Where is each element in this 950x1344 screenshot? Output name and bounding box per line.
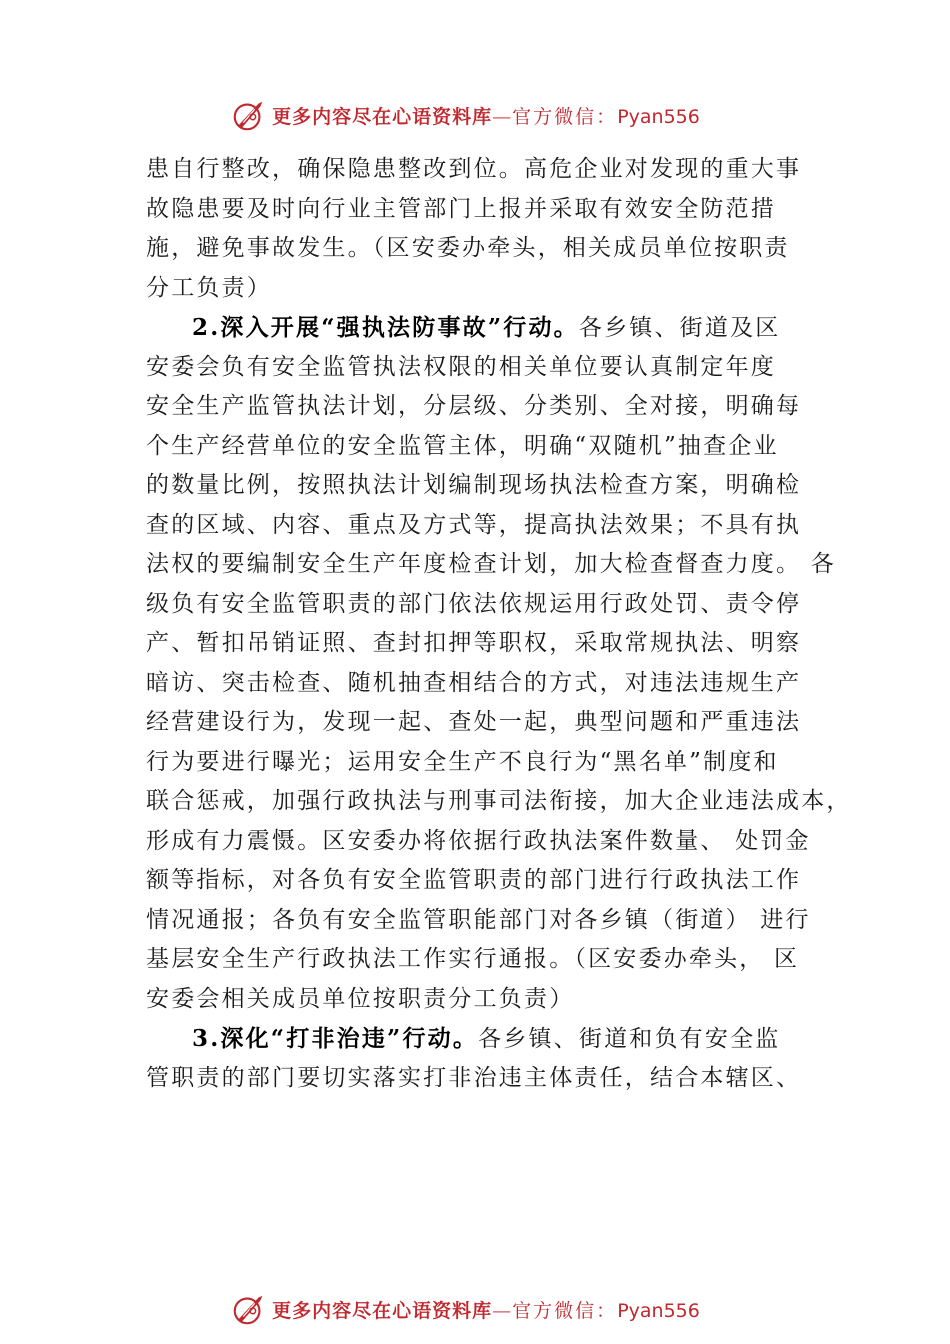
text-line: 查的区域、内容、重点及方式等，提高执法效果；不具有执 <box>146 511 802 538</box>
text-line: 安全生产监管执法计划，分层级、分类别、全对接，明确每 <box>146 393 802 419</box>
section-2-first-line <box>146 308 826 348</box>
text-line: 分工负责） <box>146 274 272 301</box>
watermark-id: Pyan556 <box>617 1299 700 1322</box>
text-line: 暗访、突击检查、随机抽查相结合的方式，对违法违规生产 <box>146 669 802 696</box>
text-line: 安委会负有安全监管执法权限的相关单位要认真制定年度 <box>146 353 776 380</box>
text-line: 形成有力震慑。区安委办将依据行政执法案件数量、 处罚金 <box>146 827 811 854</box>
section-2-heading: 2.深入开展“强执法防事故”行动。 <box>192 314 579 341</box>
watermark-dash: — <box>492 105 513 128</box>
watermark-main: 更多内容尽在心语资料库 <box>272 105 493 128</box>
text-line: 个生产经营单位的安全监管主体，明确“双随机”抽查企业 <box>146 432 779 459</box>
watermark-banner-bottom <box>0 1289 950 1329</box>
text-line: 基层安全生产行政执法工作实行通报。（区安委办牵头， 区 <box>146 946 800 972</box>
section-3-first-rest: 各乡镇、街道和负有安全监 <box>478 1026 781 1052</box>
text-line: 施，避免事故发生。（区安委办牵头，相关成员单位按职责 <box>146 235 790 261</box>
text-line: 故隐患要及时向行业主管部门上报并采取有效安全防范措 <box>146 195 776 222</box>
section-3-heading: 3.深化“打非治违”行动。 <box>192 1025 479 1052</box>
document-body <box>146 150 852 1098</box>
text-line: 情况通报；各负有安全监管职能部门对各乡镇（街道） 进行 <box>146 906 811 933</box>
section-2-first-rest: 各乡镇、街道及区 <box>578 315 781 341</box>
text-line: 产、暂扣吊销证照、查封扣押等职权，采取常规执法、明察 <box>146 630 802 656</box>
text-line: 管职责的部门要切实落实打非治违主体责任，结合本辖区、 <box>146 1064 802 1091</box>
watermark-main: 更多内容尽在心语资料库 <box>272 1299 493 1322</box>
text-line: 法权的要编制安全生产年度检查计划，加大检查督查力度。 各 <box>146 551 836 577</box>
text-line: 行为要进行曝光；运用安全生产不良行为“黑名单”制度和 <box>146 748 779 775</box>
watermark-sub: 官方微信： <box>512 1299 618 1322</box>
watermark-text <box>272 1296 700 1323</box>
text-line: 安委会相关成员单位按职责分工负责） <box>146 985 575 1012</box>
watermark-banner-top <box>0 95 950 135</box>
watermark-sub: 官方微信： <box>512 105 618 128</box>
watermark-dash: — <box>492 1299 513 1322</box>
text-line: 联合惩戒，加强行政执法与刑事司法衔接，加大企业违法成本， <box>146 788 852 814</box>
text-line: 级负有安全监管职责的部门依法依规运用行政处罚、责令停 <box>146 590 802 617</box>
section-3-first-line <box>146 1019 826 1059</box>
quill-pen-logo-icon <box>230 1290 268 1328</box>
text-line: 患自行整改，确保隐患整改到位。高危企业对发现的重大事 <box>146 156 802 182</box>
watermark-text <box>272 102 700 129</box>
quill-pen-logo-icon <box>230 96 268 134</box>
text-line: 经营建设行为，发现一起、查处一起，典型问题和严重违法 <box>146 709 802 735</box>
text-line: 额等指标，对各负有安全监管职责的部门进行行政执法工作 <box>146 867 802 893</box>
text-line: 的数量比例，按照执法计划编制现场执法检查方案，明确检 <box>146 472 802 498</box>
watermark-id: Pyan556 <box>617 105 700 128</box>
